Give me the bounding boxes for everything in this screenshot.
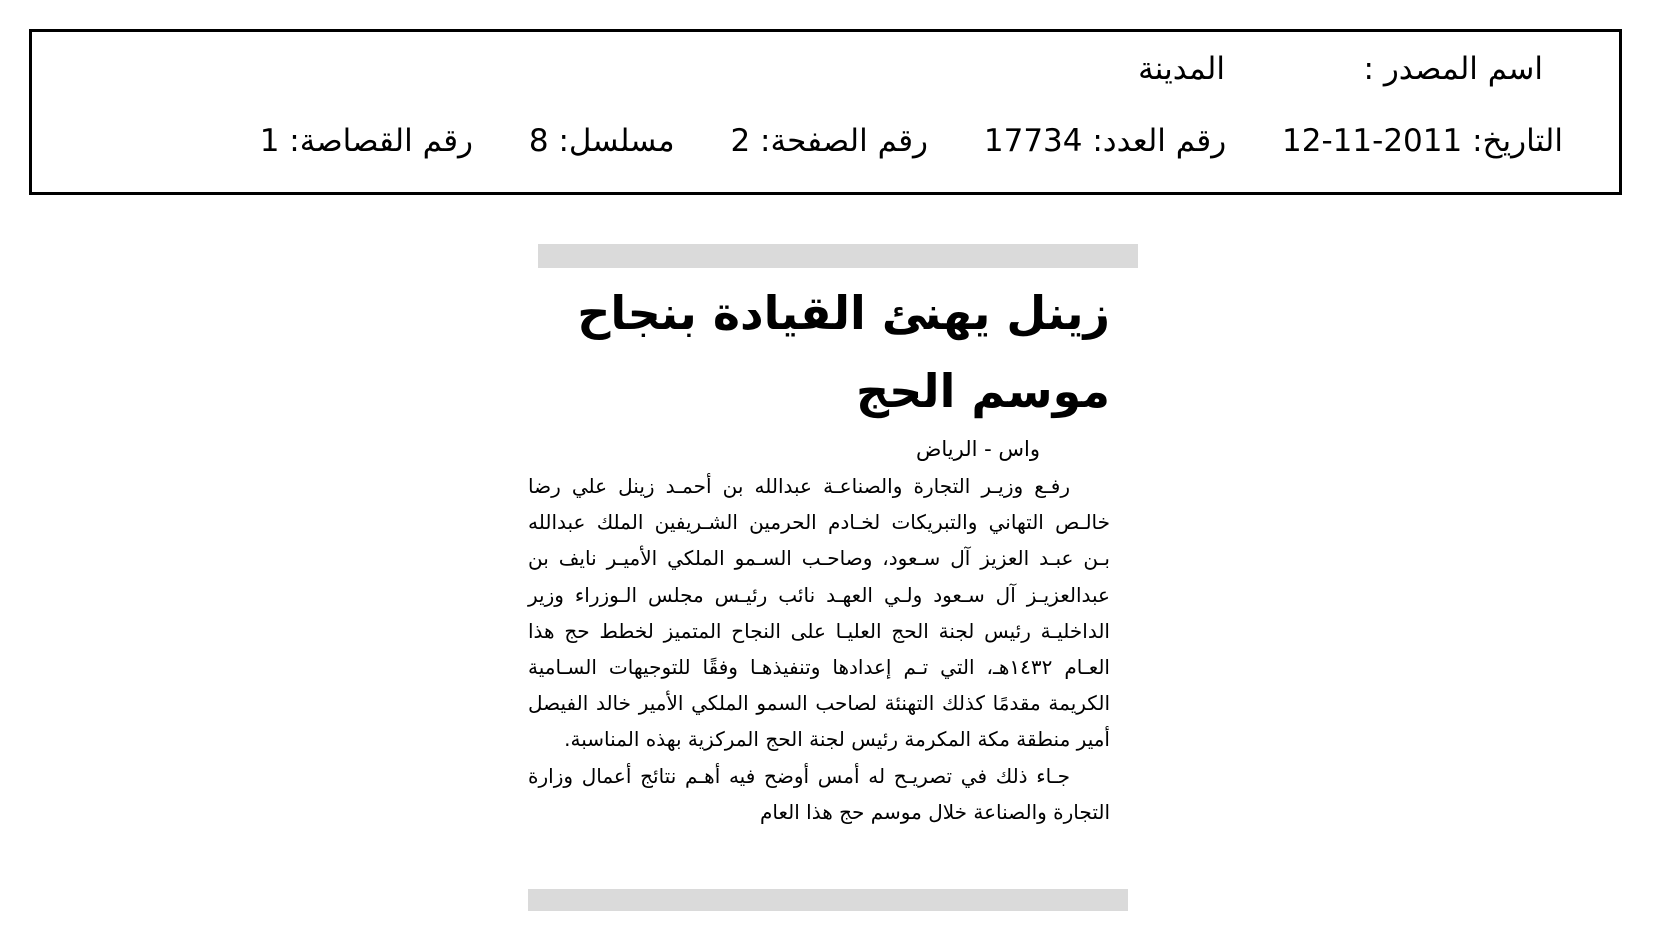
newspaper-clipping [520, 232, 1140, 912]
body-line: بـن عبـد العزيز آل سـعود، وصاحـب السـمو الملكي الأميـر نايف بن [528, 546, 1110, 571]
clipping-label: رقم القصاصة: [289, 123, 474, 159]
source-value: المدينة [1138, 51, 1225, 87]
clipping-bottom-bar [528, 889, 1128, 911]
article-headline [550, 274, 1110, 430]
page-value: 2 [730, 123, 751, 159]
body-line: الداخليـة رئيس لجنة الحج العليـا على النجاح المتميز لخطط حج هذا [528, 618, 1110, 643]
body-line: الكريمة مقدمًا كذلك التهنئة لصاحب السمو الملكي الأمير خالد الفيصل [528, 691, 1110, 716]
headline-line-2: موسم الحج [856, 364, 1110, 418]
body-line: جـاء ذلك في تصريـح له أمس أوضح فيه أهـم نتائج أعمال وزارة [528, 763, 1070, 788]
body-line: أمير منطقة مكة المكرمة رئيس لجنة الحج المركزية بهذه المناسبة. [564, 727, 1110, 752]
serial-label: مسلسل: [558, 123, 675, 159]
article-byline: واس - الرياض [916, 437, 1040, 461]
metadata-row [260, 121, 1563, 161]
clipping-top-bar [538, 244, 1138, 268]
body-line: رفـع وزيـر التجارة والصناعـة عبدالله بن أحمـد زينل علي رضا [528, 474, 1070, 498]
body-line: عبدالعزيـز آل سـعود ولـي العهـد نائب رئيـس مجلس الـوزراء وزير [528, 582, 1110, 607]
issue-label: رقم العدد: [1092, 123, 1227, 159]
clipping-value: 1 [259, 123, 280, 159]
date-field [1282, 123, 1563, 159]
headline-line-1: زينل يهنئ القيادة بنجاح [577, 286, 1110, 340]
date-label: التاريخ: [1472, 123, 1563, 159]
issue-value: 17734 [983, 123, 1083, 159]
issue-field [984, 123, 1226, 159]
page-label: رقم الصفحة: [760, 123, 929, 159]
serial-value: 8 [528, 123, 549, 159]
serial-field [529, 123, 675, 159]
article-body [528, 468, 1110, 830]
page-field [730, 123, 928, 159]
body-line: خالـص التهاني والتبريكات لخـادم الحرمين الشـريفين الملك عبدالله [528, 510, 1110, 535]
date-value: 2011-11-12 [1282, 123, 1463, 159]
clipping-field [260, 123, 473, 159]
body-line: العـام ١٤٣٢هـ، التي تـم إعدادها وتنفيذهـا وفقًا للتوجيهات السـامية [528, 654, 1110, 679]
source-label: اسم المصدر : [1363, 51, 1543, 87]
metadata-box [29, 29, 1622, 195]
body-line: التجارة والصناعة خلال موسم حج هذا العام [760, 799, 1110, 824]
